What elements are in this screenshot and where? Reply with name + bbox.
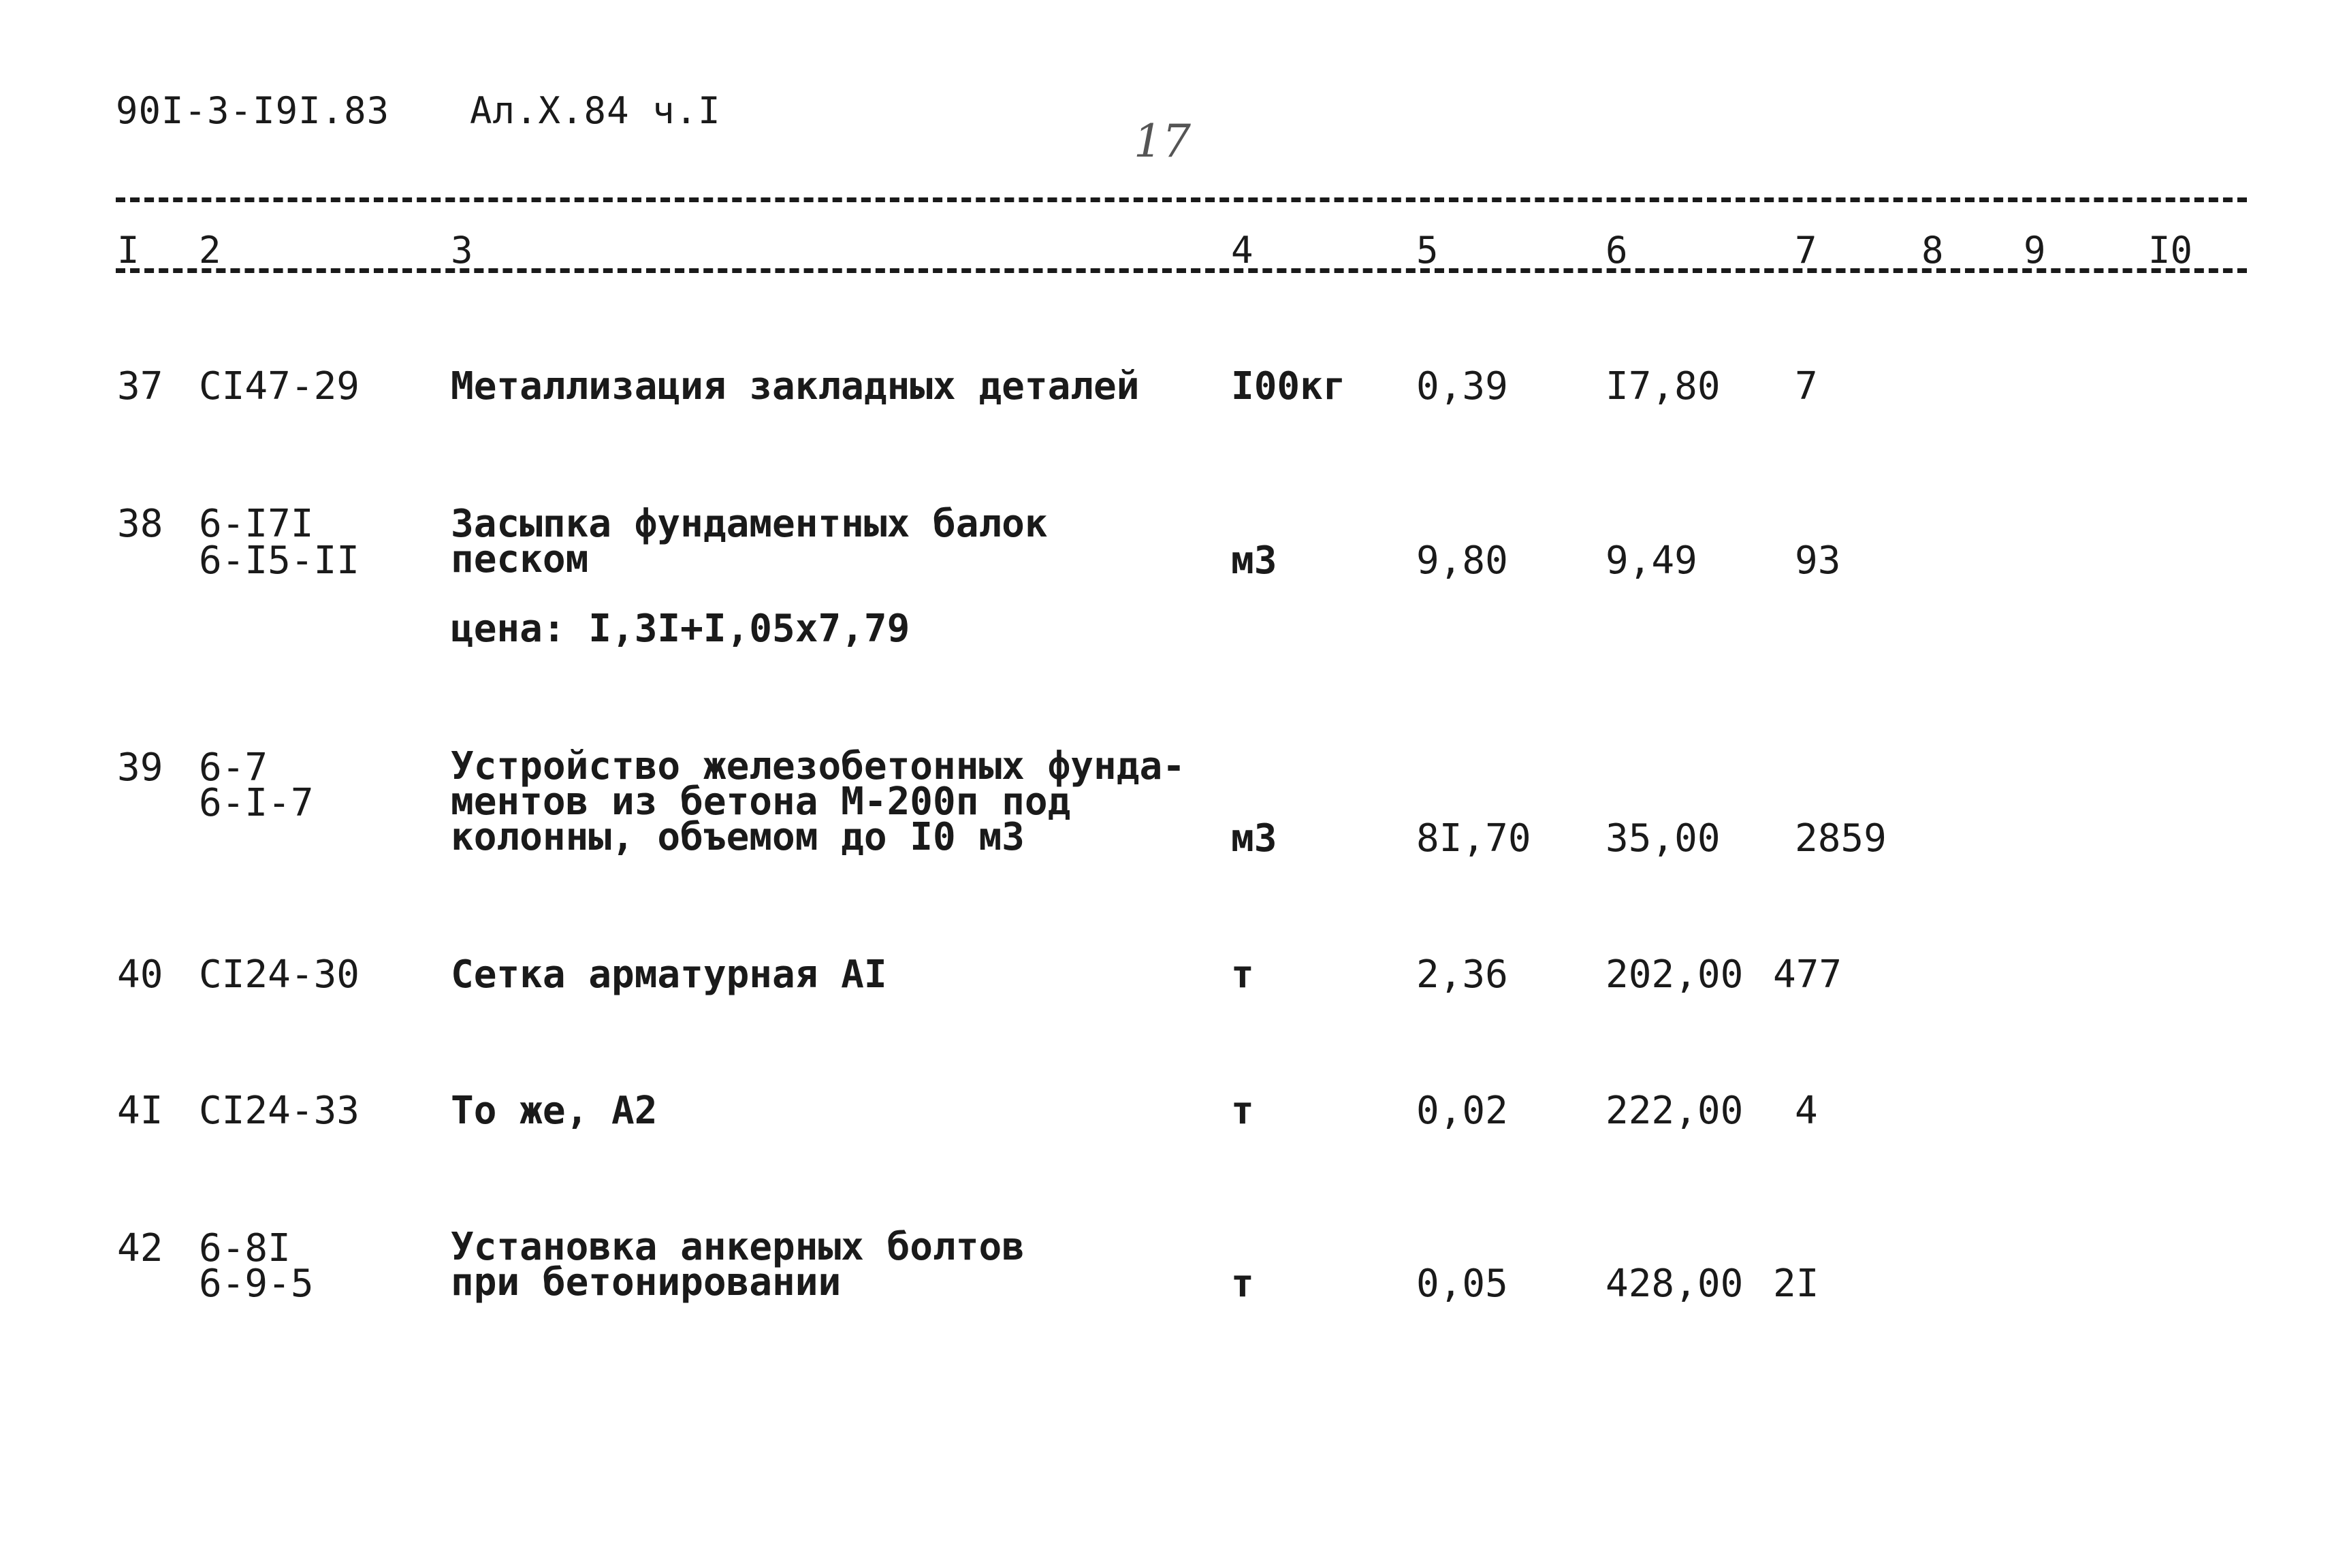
unit-of-measure: м3 bbox=[1231, 816, 1277, 861]
column-header-8: 8 bbox=[1921, 229, 1944, 272]
unit-price: I7,80 bbox=[1606, 364, 1721, 409]
total-cost: 7 bbox=[1795, 364, 1818, 409]
norm-code: 6-9-5 bbox=[199, 1262, 314, 1306]
row-number: 4I bbox=[117, 1089, 163, 1133]
row-number: 42 bbox=[117, 1226, 163, 1270]
norm-code: 6-I7I bbox=[199, 502, 314, 546]
work-description: Устройство железобетонных фунда- bbox=[451, 744, 1185, 788]
quantity: 0,02 bbox=[1416, 1089, 1508, 1133]
unit-price: 202,00 bbox=[1606, 953, 1744, 997]
column-header-2: 2 bbox=[199, 229, 221, 272]
work-description: ментов из бетона М-200п под bbox=[451, 780, 1071, 824]
handwritten-page-number: 17 bbox=[1134, 115, 1191, 167]
unit-price: 35,00 bbox=[1606, 816, 1721, 861]
row-number: 40 bbox=[117, 953, 163, 997]
norm-code: 6-I-7 bbox=[199, 781, 314, 825]
header-top-dashed-rule bbox=[116, 197, 2247, 202]
quantity: 2,36 bbox=[1416, 953, 1508, 997]
quantity: 9,80 bbox=[1416, 539, 1508, 583]
column-header-10: I0 bbox=[2148, 229, 2193, 272]
column-header-9: 9 bbox=[2024, 229, 2046, 272]
total-cost: 2I bbox=[1773, 1262, 1819, 1306]
document-code: 90I-3-I9I.83 bbox=[116, 89, 390, 132]
quantity: 0,05 bbox=[1416, 1262, 1508, 1306]
unit-of-measure: т bbox=[1231, 1262, 1254, 1306]
work-description: колонны, объемом до I0 м3 bbox=[451, 815, 1025, 859]
album-reference: Ал.Х.84 ч.I bbox=[470, 89, 721, 132]
work-description: при бетонировании bbox=[451, 1260, 842, 1305]
total-cost: 93 bbox=[1795, 539, 1841, 583]
quantity: 0,39 bbox=[1416, 364, 1508, 409]
column-header-7: 7 bbox=[1795, 229, 1817, 272]
quantity: 8I,70 bbox=[1416, 816, 1531, 861]
column-header-4: 4 bbox=[1231, 229, 1253, 272]
norm-code: CI47-29 bbox=[199, 364, 360, 409]
work-description: Сетка арматурная AI bbox=[451, 953, 887, 997]
header-bottom-dashed-rule bbox=[116, 268, 2247, 273]
norm-code: CI24-33 bbox=[199, 1089, 360, 1133]
column-header-6: 6 bbox=[1606, 229, 1628, 272]
unit-of-measure: т bbox=[1231, 1089, 1254, 1133]
work-description: То же, А2 bbox=[451, 1089, 658, 1133]
norm-code: 6-I5-II bbox=[199, 539, 360, 583]
total-cost: 2859 bbox=[1795, 816, 1887, 861]
column-header-3: 3 bbox=[451, 229, 473, 272]
norm-code: CI24-30 bbox=[199, 953, 360, 997]
total-cost: 4 bbox=[1795, 1089, 1818, 1133]
unit-of-measure: т bbox=[1231, 953, 1254, 997]
norm-code: 6-7 bbox=[199, 746, 268, 790]
work-description: Металлизация закладных деталей bbox=[451, 364, 1140, 409]
norm-code: 6-8I bbox=[199, 1226, 291, 1270]
row-number: 37 bbox=[117, 364, 163, 409]
total-cost: 477 bbox=[1773, 953, 1842, 997]
unit-price: 428,00 bbox=[1606, 1262, 1744, 1306]
unit-of-measure: м3 bbox=[1231, 539, 1277, 583]
work-description: Засыпка фундаментных балок bbox=[451, 502, 1048, 546]
column-header-5: 5 bbox=[1416, 229, 1439, 272]
unit-of-measure: I00кг bbox=[1231, 364, 1346, 409]
row-number: 39 bbox=[117, 746, 163, 790]
work-description: Установка анкерных болтов bbox=[451, 1225, 1025, 1269]
price-note: цена: I,3I+I,05х7,79 bbox=[451, 607, 910, 651]
column-header-1: I bbox=[117, 229, 140, 272]
row-number: 38 bbox=[117, 502, 163, 546]
unit-price: 9,49 bbox=[1606, 539, 1697, 583]
work-description: песком bbox=[451, 537, 589, 581]
unit-price: 222,00 bbox=[1606, 1089, 1744, 1133]
